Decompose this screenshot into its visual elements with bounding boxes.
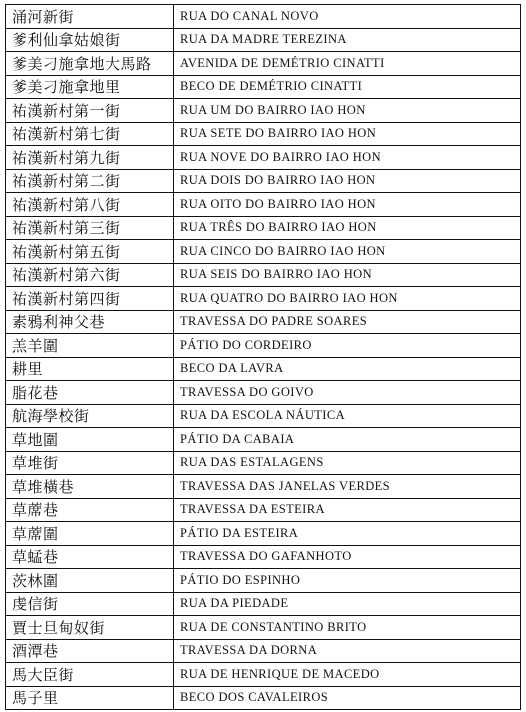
chinese-street-name: 草蓆圍 <box>6 522 174 546</box>
table-row <box>6 639 521 663</box>
table-row <box>6 263 521 287</box>
portuguese-street-name: RUA DO CANAL NOVO <box>174 5 521 29</box>
chinese-street-name: 虔信街 <box>6 592 174 616</box>
chinese-street-name: 茨林圍 <box>6 569 174 593</box>
portuguese-street-name: RUA SETE DO BAIRRO IAO HON <box>174 122 521 146</box>
portuguese-street-name: BECO DOS CAVALEIROS <box>174 686 521 710</box>
chinese-street-name: 羔羊圍 <box>6 334 174 358</box>
table-row <box>6 99 521 123</box>
street-name-table-body <box>6 5 521 710</box>
chinese-street-name: 涌河新街 <box>6 5 174 29</box>
chinese-street-name: 爹利仙拿姑娘街 <box>6 28 174 52</box>
chinese-street-name: 祐漢新村第一街 <box>6 99 174 123</box>
table-row <box>6 216 521 240</box>
table-row <box>6 357 521 381</box>
chinese-street-name: 酒潭巷 <box>6 639 174 663</box>
portuguese-street-name: BECO DA LAVRA <box>174 357 521 381</box>
portuguese-street-name: PÁTIO DO CORDEIRO <box>174 334 521 358</box>
portuguese-street-name: RUA TRÊS DO BAIRRO IAO HON <box>174 216 521 240</box>
chinese-street-name: 草堆橫巷 <box>6 475 174 499</box>
table-row <box>6 498 521 522</box>
chinese-street-name: 祐漢新村第三街 <box>6 216 174 240</box>
chinese-street-name: 草蓆巷 <box>6 498 174 522</box>
table-row <box>6 404 521 428</box>
chinese-street-name: 爹美刁施拿地大馬路 <box>6 52 174 76</box>
table-row <box>6 451 521 475</box>
portuguese-street-name: RUA OITO DO BAIRRO IAO HON <box>174 193 521 217</box>
table-row <box>6 545 521 569</box>
portuguese-street-name: RUA DA PIEDADE <box>174 592 521 616</box>
chinese-street-name: 祐漢新村第七街 <box>6 122 174 146</box>
portuguese-street-name: RUA DAS ESTALAGENS <box>174 451 521 475</box>
street-name-table <box>5 4 521 710</box>
portuguese-street-name: RUA DA MADRE TEREZINA <box>174 28 521 52</box>
chinese-street-name: 脂花巷 <box>6 381 174 405</box>
chinese-street-name: 馬大臣街 <box>6 663 174 687</box>
table-row <box>6 146 521 170</box>
portuguese-street-name: PÁTIO DA CABAIA <box>174 428 521 452</box>
table-row <box>6 122 521 146</box>
portuguese-street-name: AVENIDA DE DEMÉTRIO CINATTI <box>174 52 521 76</box>
chinese-street-name: 航海學校街 <box>6 404 174 428</box>
portuguese-street-name: RUA DE CONSTANTINO BRITO <box>174 616 521 640</box>
portuguese-street-name: BECO DE DEMÉTRIO CINATTI <box>174 75 521 99</box>
table-row <box>6 52 521 76</box>
portuguese-street-name: RUA DOIS DO BAIRRO IAO HON <box>174 169 521 193</box>
table-row <box>6 310 521 334</box>
portuguese-street-name: RUA SEIS DO BAIRRO IAO HON <box>174 263 521 287</box>
chinese-street-name: 草地圍 <box>6 428 174 452</box>
table-row <box>6 616 521 640</box>
chinese-street-name: 耕里 <box>6 357 174 381</box>
table-row <box>6 287 521 311</box>
table-row <box>6 169 521 193</box>
chinese-street-name: 祐漢新村第八街 <box>6 193 174 217</box>
chinese-street-name: 馬子里 <box>6 686 174 710</box>
chinese-street-name: 祐漢新村第四街 <box>6 287 174 311</box>
table-row <box>6 75 521 99</box>
chinese-street-name: 祐漢新村第五街 <box>6 240 174 264</box>
table-row <box>6 686 521 710</box>
table-row <box>6 569 521 593</box>
table-row <box>6 428 521 452</box>
chinese-street-name: 草蜢巷 <box>6 545 174 569</box>
table-row <box>6 381 521 405</box>
portuguese-street-name: PÁTIO DO ESPINHO <box>174 569 521 593</box>
table-row <box>6 475 521 499</box>
table-row <box>6 592 521 616</box>
chinese-street-name: 賈士旦甸奴街 <box>6 616 174 640</box>
portuguese-street-name: RUA DE HENRIQUE DE MACEDO <box>174 663 521 687</box>
table-row <box>6 522 521 546</box>
chinese-street-name: 素鴉利神父巷 <box>6 310 174 334</box>
portuguese-street-name: RUA UM DO BAIRRO IAO HON <box>174 99 521 123</box>
portuguese-street-name: TRAVESSA DO GOIVO <box>174 381 521 405</box>
table-row <box>6 334 521 358</box>
table-row <box>6 193 521 217</box>
table-row <box>6 5 521 29</box>
chinese-street-name: 草堆街 <box>6 451 174 475</box>
portuguese-street-name: RUA CINCO DO BAIRRO IAO HON <box>174 240 521 264</box>
chinese-street-name: 爹美刁施拿地里 <box>6 75 174 99</box>
chinese-street-name: 祐漢新村第六街 <box>6 263 174 287</box>
portuguese-street-name: TRAVESSA DO GAFANHOTO <box>174 545 521 569</box>
portuguese-street-name: TRAVESSA DA DORNA <box>174 639 521 663</box>
portuguese-street-name: TRAVESSA DA ESTEIRA <box>174 498 521 522</box>
portuguese-street-name: RUA QUATRO DO BAIRRO IAO HON <box>174 287 521 311</box>
table-row <box>6 240 521 264</box>
chinese-street-name: 祐漢新村第二街 <box>6 169 174 193</box>
chinese-street-name: 祐漢新村第九街 <box>6 146 174 170</box>
portuguese-street-name: RUA DA ESCOLA NÁUTICA <box>174 404 521 428</box>
portuguese-street-name: TRAVESSA DAS JANELAS VERDES <box>174 475 521 499</box>
portuguese-street-name: TRAVESSA DO PADRE SOARES <box>174 310 521 334</box>
portuguese-street-name: PÁTIO DA ESTEIRA <box>174 522 521 546</box>
portuguese-street-name: RUA NOVE DO BAIRRO IAO HON <box>174 146 521 170</box>
table-row <box>6 28 521 52</box>
table-row <box>6 663 521 687</box>
